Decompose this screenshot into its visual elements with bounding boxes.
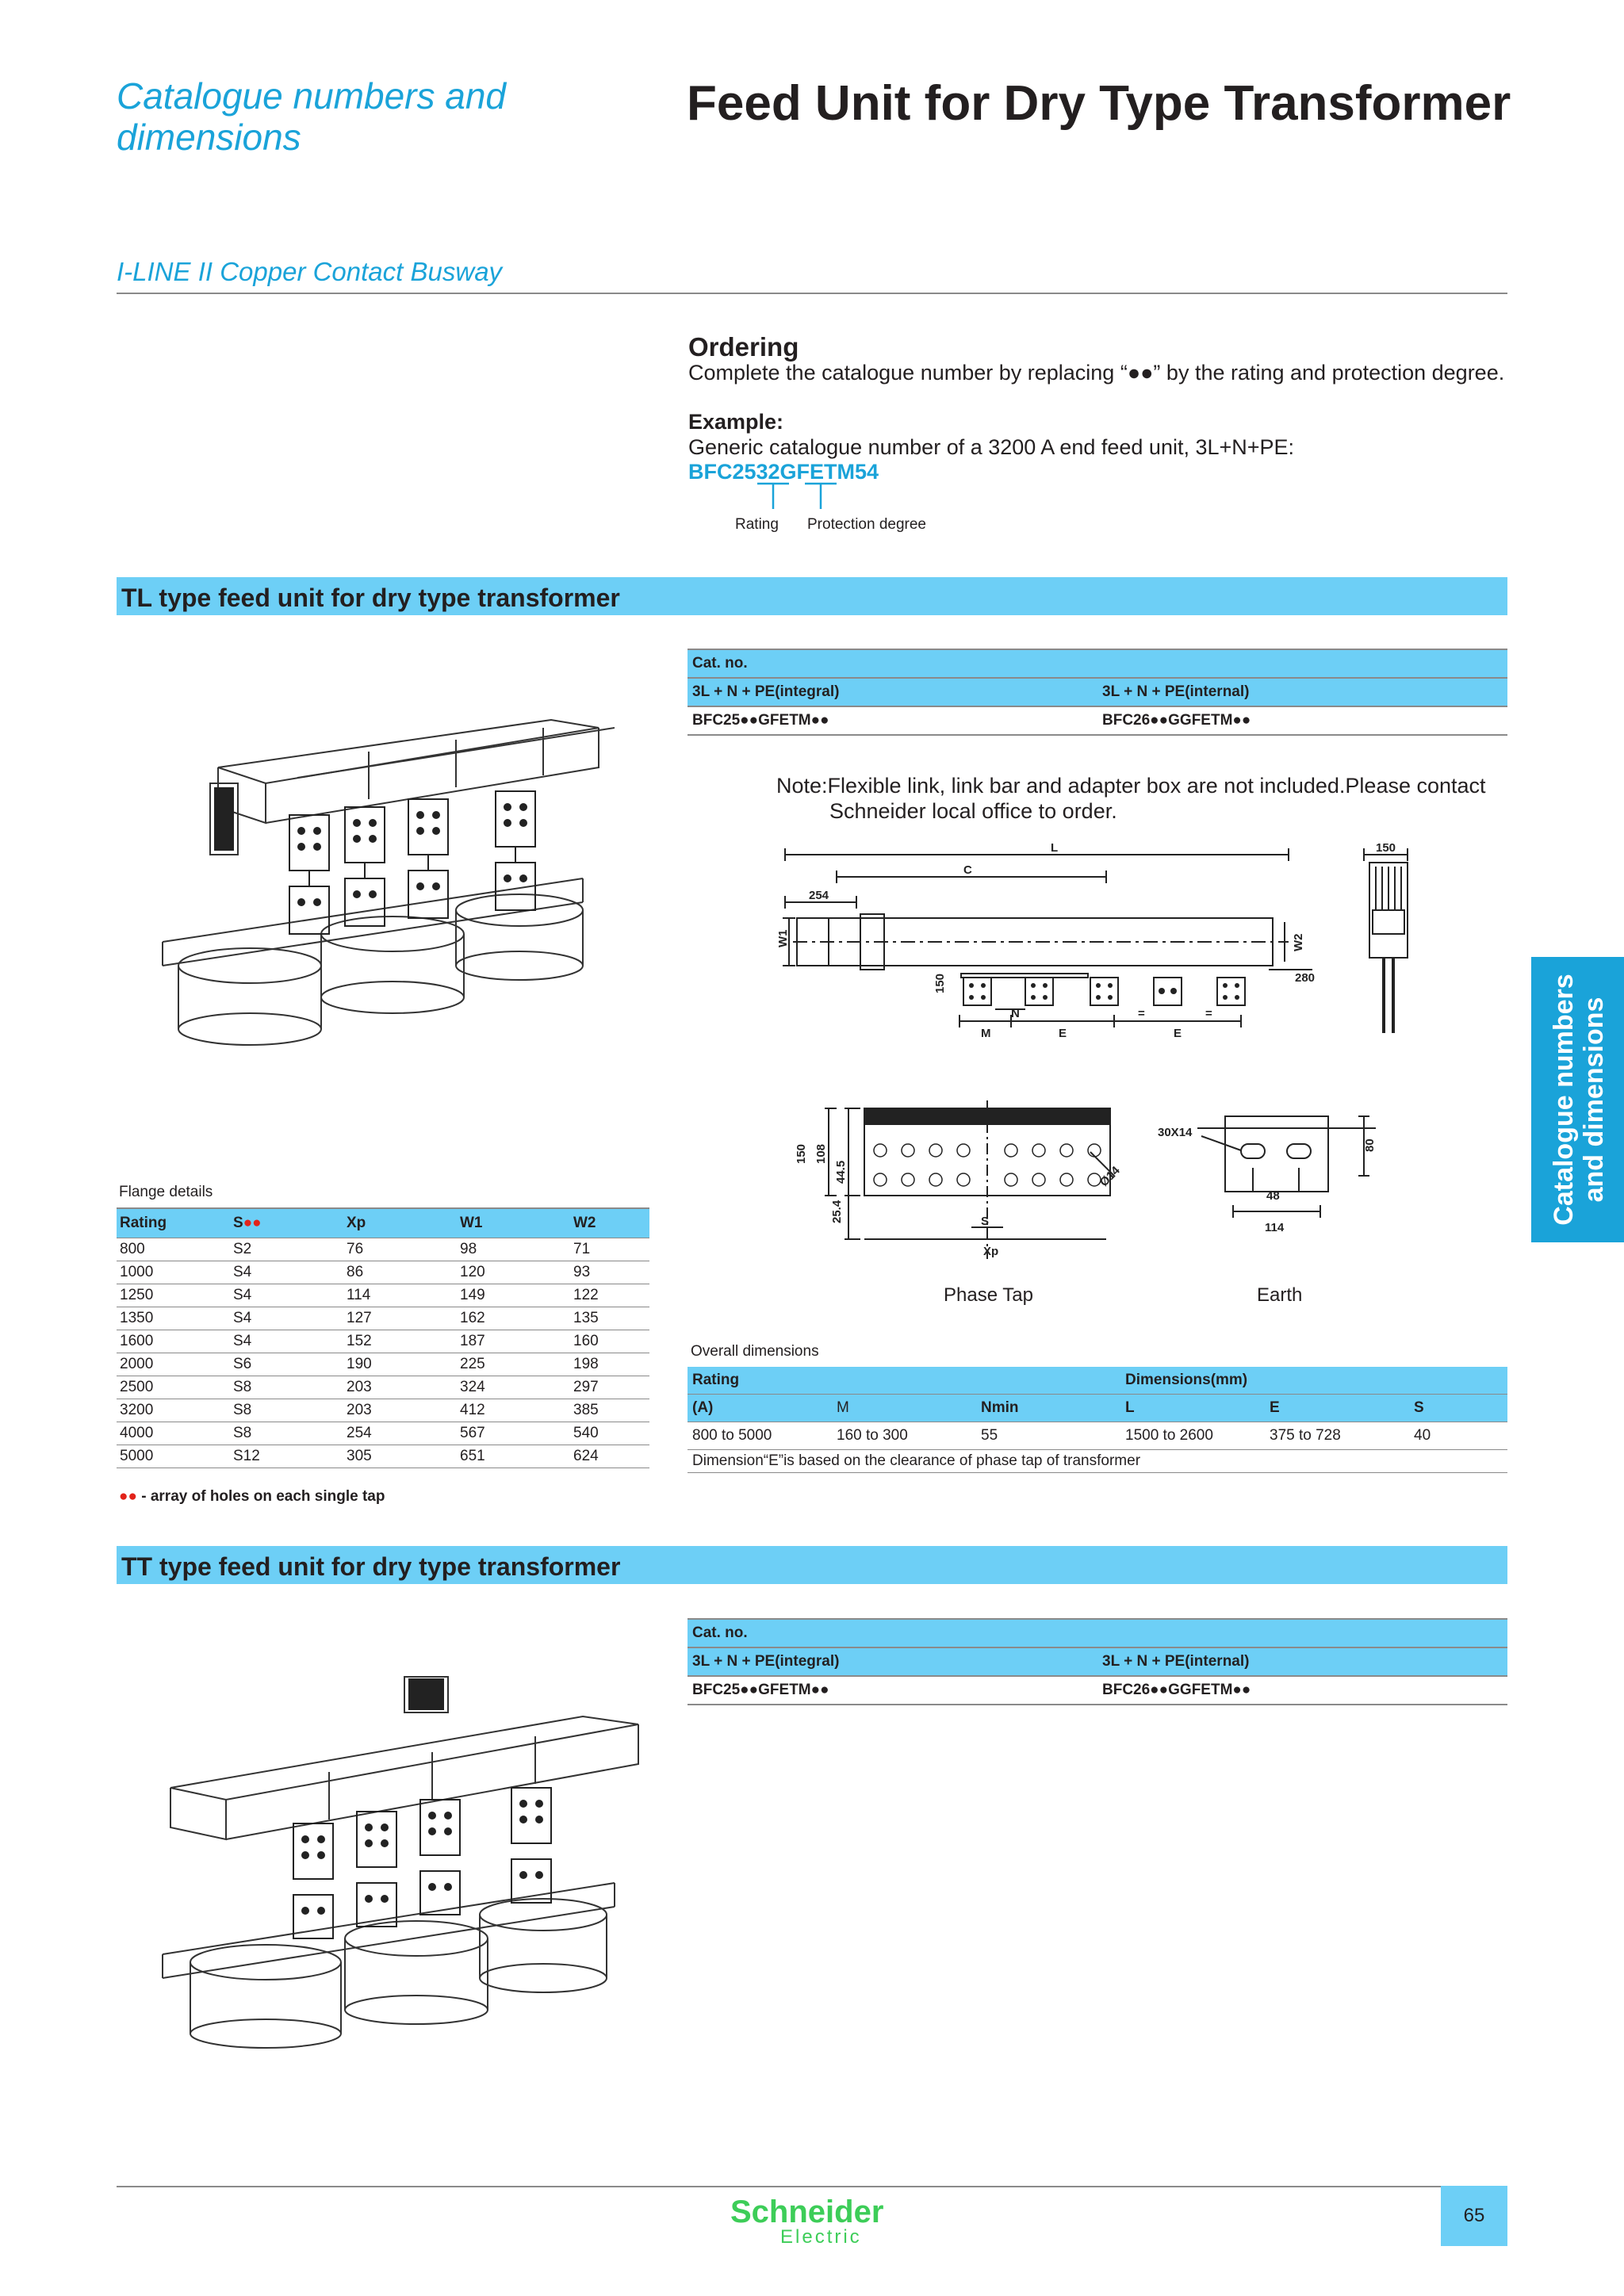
side-tab: [1531, 957, 1624, 1242]
fl-header-w1: W1: [457, 1208, 570, 1238]
cell: S4: [230, 1307, 343, 1330]
code-brackets: [737, 482, 896, 514]
cell: 86: [343, 1261, 457, 1284]
dim-L: L: [1051, 841, 1059, 855]
cell: S8: [230, 1399, 343, 1422]
table-row: [688, 1422, 1507, 1450]
cell: 203: [343, 1399, 457, 1422]
cell: 203: [343, 1376, 457, 1399]
phase-tap-label: Phase Tap: [944, 1284, 1033, 1306]
dim-14: Ø14: [1097, 1163, 1123, 1190]
tt-cat-table: [688, 1618, 1507, 1705]
dim-150: 150: [933, 973, 947, 993]
ov-h1-4: [1265, 1367, 1409, 1395]
dim-Xp: Xp: [983, 1245, 999, 1258]
cell: 385: [570, 1399, 649, 1422]
cell: 1250: [117, 1284, 230, 1307]
dim-C: C: [963, 863, 972, 877]
cell: 375 to 728: [1265, 1422, 1409, 1450]
dim-254: 254: [809, 889, 829, 902]
dim-280: 280: [1295, 971, 1316, 985]
ov-h2-5: S: [1409, 1395, 1507, 1422]
table-row: [117, 1376, 649, 1399]
table-row: [117, 1445, 649, 1468]
dim-N: N: [1011, 1007, 1020, 1020]
dim-W2: W2: [1292, 933, 1305, 951]
side-tab-label: Catalogue numbers and dimensions: [1549, 974, 1609, 1226]
col-internal-header: 3L + N + PE(internal): [1097, 678, 1507, 706]
ov-h2-4: E: [1265, 1395, 1409, 1422]
dim-eq1: =: [1138, 1007, 1145, 1020]
cell: 190: [343, 1353, 457, 1376]
cell: 297: [570, 1376, 649, 1399]
example-code: BFC2532GFETM54: [688, 460, 879, 484]
phase-tap-drawing: [773, 1096, 1138, 1279]
cell: 120: [457, 1261, 570, 1284]
ov-h2-1: M: [832, 1395, 976, 1422]
ov-h2-2: Nmin: [976, 1395, 1120, 1422]
dim-114: 114: [1265, 1221, 1285, 1234]
cell: 198: [570, 1353, 649, 1376]
cell: 162: [457, 1307, 570, 1330]
brand-logo: Schneider: [730, 2195, 884, 2229]
cell: S4: [230, 1284, 343, 1307]
table-row: [117, 1422, 649, 1445]
col-integral-header: 3L + N + PE(integral): [688, 678, 1097, 706]
cell: 93: [570, 1261, 649, 1284]
cell: 98: [457, 1238, 570, 1261]
cell: S4: [230, 1330, 343, 1353]
tl-side-drawing: [1360, 839, 1415, 1037]
earth-label: Earth: [1257, 1284, 1303, 1306]
cell: 4000: [117, 1422, 230, 1445]
cell: 160 to 300: [832, 1422, 976, 1450]
cell: 800: [117, 1238, 230, 1261]
cell: S12: [230, 1445, 343, 1468]
header-rule: [117, 293, 1507, 294]
table-row: [117, 1238, 649, 1261]
dim-150-side: 150: [1376, 841, 1396, 855]
tt-col-internal-value: BFC26●●GGFETM●●: [1097, 1676, 1507, 1705]
tt-section-title: TT type feed unit for dry type transformer: [121, 1552, 621, 1581]
cell: S8: [230, 1376, 343, 1399]
rating-label: Rating: [735, 516, 779, 533]
fl-header-w2: W2: [570, 1208, 649, 1238]
ov-h1-1: [832, 1367, 976, 1395]
section-subtitle: I-LINE II Copper Contact Busway: [117, 257, 503, 286]
col-internal-value: BFC26●●GGFETM●●: [1097, 706, 1507, 735]
cell: 55: [976, 1422, 1120, 1450]
tl-note-line1: Note:Flexible link, link bar and adapter box are not included.Please contact: [776, 774, 1486, 798]
page-title: Feed Unit for Dry Type Transformer: [687, 76, 1511, 131]
category-title: Catalogue numbers and dimensions: [117, 75, 506, 158]
cell: 254: [343, 1422, 457, 1445]
cat-header: Cat. no.: [688, 649, 1507, 678]
cell: 135: [570, 1307, 649, 1330]
dim-108: 108: [814, 1143, 828, 1164]
tl-cat-table: [688, 649, 1507, 736]
dim-W1: W1: [776, 929, 790, 947]
tl-section-band: [117, 577, 1507, 615]
brand-logo-sub: Electric: [780, 2226, 862, 2248]
table-row: [117, 1330, 649, 1353]
overall-caption: Overall dimensions: [691, 1343, 819, 1360]
footer-rule: [117, 2186, 1507, 2187]
cell: S8: [230, 1422, 343, 1445]
dim-150-phase: 150: [795, 1143, 808, 1164]
flange-footnote: [119, 1488, 385, 1506]
ordering-text: Complete the catalogue number by replacing “●●” by the rating and protection degree.: [688, 361, 1505, 385]
flange-caption: Flange details: [119, 1184, 213, 1200]
fl-header-s: [230, 1208, 343, 1238]
cell: 2500: [117, 1376, 230, 1399]
tt-col-integral-header: 3L + N + PE(integral): [688, 1647, 1097, 1676]
cell: 412: [457, 1399, 570, 1422]
footnote-text: - array of holes on each single tap: [136, 1488, 385, 1505]
ov-h2-3: L: [1120, 1395, 1265, 1422]
dim-E2: E: [1174, 1027, 1182, 1040]
footnote-dots: ●●: [119, 1488, 137, 1505]
tl-note-line2: Schneider local office to order.: [829, 799, 1117, 823]
cell: 624: [570, 1445, 649, 1468]
dim-eq2: =: [1205, 1007, 1212, 1020]
cell: 122: [570, 1284, 649, 1307]
ov-h2-0: (A): [688, 1395, 832, 1422]
dim-M: M: [981, 1027, 991, 1040]
fl-header-xp: Xp: [343, 1208, 457, 1238]
cell: 1600: [117, 1330, 230, 1353]
cell: 187: [457, 1330, 570, 1353]
cell: 2000: [117, 1353, 230, 1376]
cell: 149: [457, 1284, 570, 1307]
cell: 127: [343, 1307, 457, 1330]
cell: S6: [230, 1353, 343, 1376]
dim-80: 80: [1363, 1138, 1377, 1152]
cell: 305: [343, 1445, 457, 1468]
tt-product-illustration: [139, 1629, 646, 2049]
table-row: [117, 1284, 649, 1307]
tt-cat-header: Cat. no.: [688, 1619, 1507, 1647]
example-text: Generic catalogue number of a 3200 A end feed unit, 3L+N+PE:: [688, 435, 1295, 459]
cell: 76: [343, 1238, 457, 1261]
example-heading: Example:: [688, 410, 784, 434]
cell: 1350: [117, 1307, 230, 1330]
col-integral-value: BFC25●●GFETM●●: [688, 706, 1097, 735]
cell: 71: [570, 1238, 649, 1261]
dim-S: S: [981, 1215, 990, 1228]
dim-25-4: 25.4: [830, 1200, 844, 1223]
ov-h1-0: Rating: [688, 1367, 832, 1395]
cell: 5000: [117, 1445, 230, 1468]
cell: 160: [570, 1330, 649, 1353]
protection-label: Protection degree: [807, 516, 926, 533]
tt-col-internal-header: 3L + N + PE(internal): [1097, 1647, 1507, 1676]
cell: 651: [457, 1445, 570, 1468]
tl-section-title: TL type feed unit for dry type transformer: [121, 584, 620, 612]
dim-30x14: 30X14: [1158, 1126, 1193, 1139]
cell: 3200: [117, 1399, 230, 1422]
dim-44-5: 44.5: [834, 1160, 848, 1184]
tl-note: [776, 773, 1506, 824]
cell: S4: [230, 1261, 343, 1284]
cell: 567: [457, 1422, 570, 1445]
ov-h1-2: [976, 1367, 1120, 1395]
cell: 1500 to 2600: [1120, 1422, 1265, 1450]
cell: 800 to 5000: [688, 1422, 832, 1450]
ov-h1-3: Dimensions(mm): [1120, 1367, 1265, 1395]
cell: 1000: [117, 1261, 230, 1284]
dim-E1: E: [1059, 1027, 1067, 1040]
cell: 152: [343, 1330, 457, 1353]
fl-header-rating: Rating: [117, 1208, 230, 1238]
table-row: [117, 1353, 649, 1376]
earth-drawing: [1154, 1104, 1384, 1239]
cell: 324: [457, 1376, 570, 1399]
overall-note: Dimension“E”is based on the clearance of phase tap of transformer: [688, 1450, 1507, 1473]
cell: 114: [343, 1284, 457, 1307]
overall-table: [688, 1367, 1507, 1473]
cell: S2: [230, 1238, 343, 1261]
page-number: 65: [1441, 2186, 1507, 2246]
dim-48: 48: [1266, 1189, 1280, 1203]
tl-product-illustration: [139, 680, 615, 1069]
ov-h1-5: [1409, 1367, 1507, 1395]
cell: 225: [457, 1353, 570, 1376]
table-row: [117, 1399, 649, 1422]
cell: 40: [1409, 1422, 1507, 1450]
table-row: [117, 1307, 649, 1330]
table-row: [117, 1261, 649, 1284]
cell: 540: [570, 1422, 649, 1445]
fl-header-s-text: S●●: [233, 1215, 262, 1231]
flange-table: [117, 1207, 649, 1468]
tl-top-drawing: [773, 839, 1376, 1053]
ordering-heading: Ordering: [688, 332, 799, 362]
tt-col-integral-value: BFC25●●GFETM●●: [688, 1676, 1097, 1705]
tt-section-band: [117, 1546, 1507, 1584]
